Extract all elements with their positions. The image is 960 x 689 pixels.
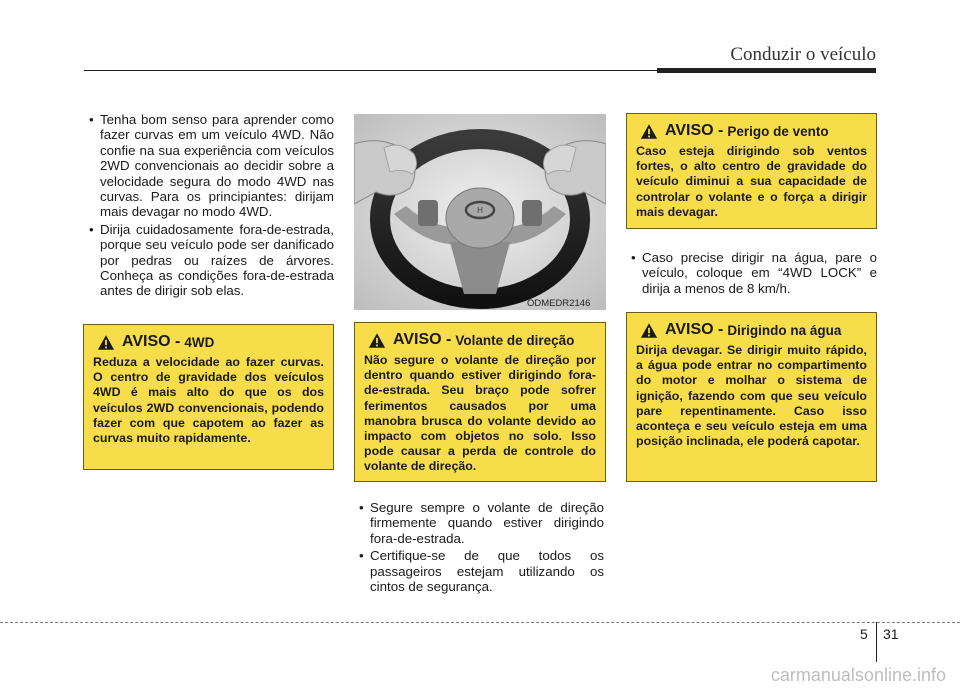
warning-title [636,321,867,339]
page-header-title: Conduzir o veículo [730,44,876,65]
warning-box-wind [626,113,877,229]
warning-box-4wd [83,324,334,470]
header-rule-thick [657,68,876,73]
footer-divider [876,622,877,662]
warning-title [364,331,596,349]
warning-triangle-icon [640,123,658,140]
warning-box-steering [354,322,606,482]
column-1-text [85,112,334,301]
bullet-item: • Segure sempre o volante de direção firmemente quando estiver dirigindo fora-de-estrada. [355,500,604,546]
figure-code: ODMEDR2146 [527,298,591,309]
bullet-list [627,250,877,296]
bullet-list [85,112,334,299]
warning-subtitle: Perigo de vento [727,123,829,139]
warning-triangle-icon [640,322,658,339]
warning-body: Reduza a velocidade ao fazer curvas. O centro de gravidade dos veículos 4WD é mais alto do que os dos veículos 2WD convencionais, podendo fazer com que capotem ao fazer as curvas muito rapidamente. [93,355,324,446]
steering-wheel-illustration [354,114,606,310]
warning-triangle-icon [97,334,115,351]
warning-body: Não segure o volante de direção por dentro quando estiver dirigindo fora-de-estrada. Seu braço pode sofrer ferimentos causados por uma manobra brusca do volante devido ao impacto com objetos no solo. Isso pode causar a perda de controle do volante de direção. [364,353,596,474]
bullet-item: • Certifique-se de que todos os passageiros estejam utilizando os cintos de segurança. [355,548,604,594]
bullet-item: • Dirija cuidadosamente fora-de-estrada, porque seu veículo pode ser danificado por pedras ou raízes de árvores. Conheça as condições fora-de-estrada antes de dirigir sob elas. [85,222,334,299]
column-3-text [627,250,877,298]
column-2-text [355,500,604,596]
footer-dashed-rule [0,622,960,623]
watermark: carmanualsonline.info [770,665,946,685]
page-number: 31 [883,626,899,642]
warning-label: AVISO - [122,333,181,350]
warning-label: AVISO - [665,122,724,139]
warning-title [93,333,324,351]
warning-box-water [626,312,877,482]
warning-label: AVISO - [393,331,452,348]
warning-triangle-icon [368,332,386,349]
svg-text:H: H [477,206,483,215]
warning-body: Caso esteja dirigindo sob ventos fortes, o alto centro de gravidade do veículo diminui a sua capacidade de controlar o volante e o força a dirigir mais devagar. [636,144,867,219]
warning-subtitle: 4WD [184,334,215,350]
warning-subtitle: Volante de direção [455,332,575,348]
warning-body: Dirija devagar. Se dirigir muito rápido, a água pode entrar no compartimento do motor e molhar o sistema de ignição, fazendo com que seu veículo pare repentinamente. Caso isso aconteça e seu veículo esteja em uma posição inclinada, ele poderá capotar. [636,343,867,449]
bullet-item: • Caso precise dirigir na água, pare o veículo, coloque em “4WD LOCK” e dirija a menos de 8 km/h. [627,250,877,296]
warning-title [636,122,867,140]
bullet-item: • Tenha bom senso para aprender como fazer curvas em um veículo 4WD. Não confie na sua experiência com veículos 2WD convencionais ao decidir sobre a velocidade segura do modo 4WD nas curvas. Para os principiantes: dirijam mais devagar no modo 4WD. [85,112,334,220]
steering-wheel-icon [354,114,606,310]
chapter-number: 5 [860,626,868,642]
warning-label: AVISO - [665,321,724,338]
warning-subtitle: Dirigindo na água [727,322,842,338]
bullet-list [355,500,604,594]
